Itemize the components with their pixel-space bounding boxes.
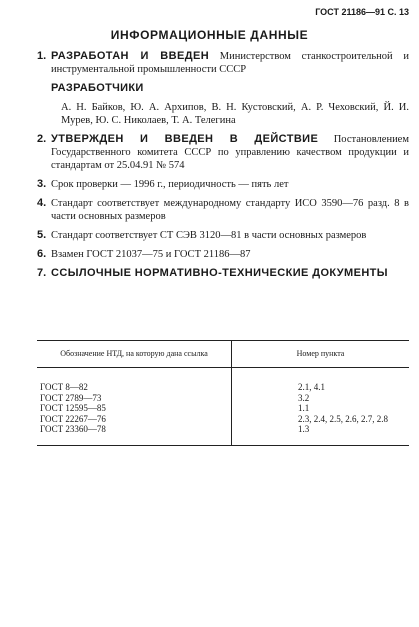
- item-text: Срок проверки — 1996 г., периодичность — пять лет: [51, 179, 289, 190]
- info-item-4: [37, 197, 409, 223]
- document-cell: ГОСТ 23360—78: [40, 424, 106, 434]
- item-number: 5.: [37, 229, 47, 241]
- page-header: ГОСТ 21186—91 С. 13: [315, 7, 409, 17]
- item-number: 7.: [37, 267, 47, 279]
- clause-cell: 2.3, 2.4, 2.5, 2.6, 2.7, 2.8: [298, 413, 388, 424]
- item-lead: УТВЕРЖДЕН И ВВЕДЕН В ДЕЙСТВИЕ: [51, 133, 319, 145]
- clause-cell: 1.1: [298, 403, 310, 413]
- item-number: 6.: [37, 248, 47, 260]
- clause-cell: 2.1, 4.1: [298, 382, 325, 392]
- developers-list: А. Н. Байков, Ю. А. Архипов, В. Н. Кустовский, А. Р. Чеховский, Й. И. Мурев, Ю. С. Николаев, Т. А. Телегина: [61, 102, 409, 126]
- document-cell: ГОСТ 12595—85: [40, 403, 106, 413]
- item-lead: ССЫЛОЧНЫЕ НОРМАТИВНО-ТЕХНИЧЕСКИЕ ДОКУМЕНТЫ: [51, 267, 388, 279]
- column-header-document: Обозначение НТД, на которую дана ссылка: [37, 341, 232, 368]
- item-text: Министерством станкостроительной и инструментальной промышленности СССР: [51, 51, 409, 75]
- item-lead: РАЗРАБОТАН И ВВЕДЕН: [51, 50, 210, 62]
- clause-cell: 3.2: [298, 392, 310, 403]
- table-row: [37, 368, 409, 446]
- item-number: 3.: [37, 178, 47, 190]
- item-number: 1.: [37, 50, 47, 62]
- info-item-3: [37, 178, 409, 191]
- info-item-5: [37, 229, 409, 242]
- item-number: 4.: [37, 197, 47, 209]
- page-title: ИНФОРМАЦИОННЫЕ ДАННЫЕ: [110, 28, 309, 42]
- reference-table: [37, 340, 409, 446]
- info-item-7: [37, 267, 409, 280]
- item-text: Стандарт соответствует международному стандарту ИСО 3590—76 разд. 8 в части основных размеров: [51, 198, 409, 222]
- clause-cell: 1.3: [298, 424, 310, 434]
- info-item-6: [37, 248, 409, 261]
- table-header-row: [37, 341, 409, 368]
- item-text: Постановлением Государственного комитета СССР по управлению качеством продукции и стандартам от 25.04.91 № 574: [51, 134, 409, 171]
- document-cell: ГОСТ 8—82: [40, 382, 88, 392]
- info-items: [37, 50, 409, 286]
- item-text: Взамен ГОСТ 21037—75 и ГОСТ 21186—87: [51, 249, 251, 260]
- developers-heading: РАЗРАБОТЧИКИ: [51, 82, 144, 94]
- info-item-1: [37, 50, 409, 127]
- document-cell: ГОСТ 22267—76: [40, 413, 106, 424]
- item-number: 2.: [37, 133, 47, 145]
- document-cell: ГОСТ 2789—73: [40, 392, 102, 403]
- info-item-2: [37, 133, 409, 172]
- item-text: Стандарт соответствует СТ СЭВ 3120—81 в части основных размеров: [51, 230, 367, 241]
- column-header-clause: Номер пункта: [232, 341, 410, 368]
